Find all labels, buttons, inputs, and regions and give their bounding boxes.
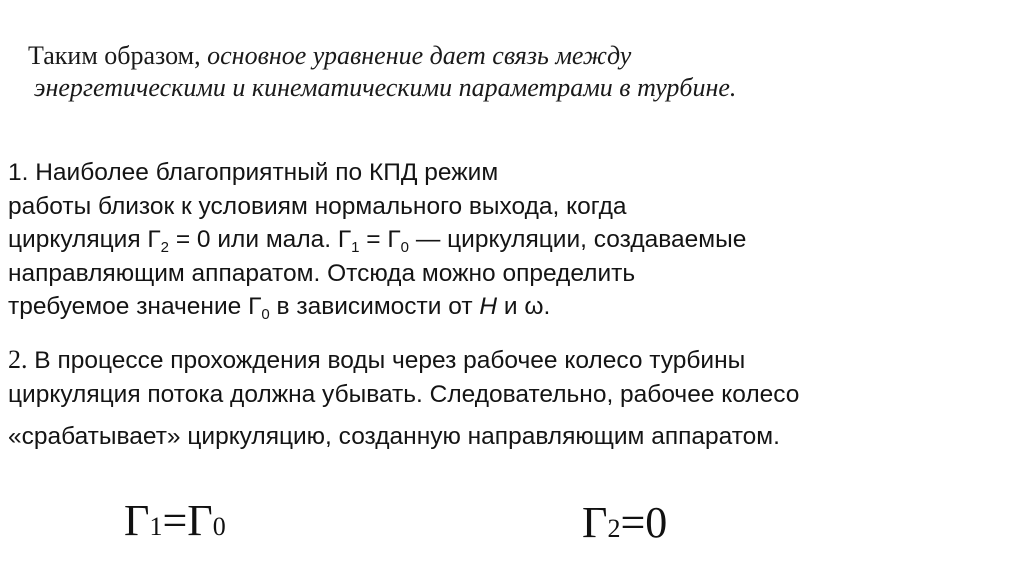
italic-symbol: Н <box>479 293 498 320</box>
subscript: 1 <box>351 239 360 256</box>
point-1-line3 <box>8 223 1018 257</box>
text-segment: В процессе прохождения воды через рабочее колесо турбины <box>27 347 746 374</box>
formula-gamma1-equals-gamma0 <box>124 496 226 552</box>
text-segment: — циркуляции, создаваемые <box>409 226 747 253</box>
intro-rest-line1: основное уравнение дает связь между <box>200 41 632 70</box>
formula-index: 2 <box>607 514 621 543</box>
point-1-line5 <box>8 290 1018 324</box>
subscript: 0 <box>261 306 270 323</box>
formula-symbol: =0 <box>620 498 668 547</box>
intro-paragraph <box>28 40 988 104</box>
text-segment: требуемое значение Г <box>8 293 262 320</box>
formula-index: 1 <box>149 512 163 541</box>
intro-lead: Таким образом, <box>28 41 201 70</box>
formula-gamma2-equals-zero <box>582 498 667 554</box>
subscript: 2 <box>160 239 170 256</box>
text-segment: и ω. <box>497 293 551 320</box>
point-2-line1 <box>8 343 1018 378</box>
formula-index: 0 <box>212 512 226 541</box>
point-2-number: 2. <box>8 345 28 374</box>
formula-symbol: Г <box>582 498 608 547</box>
text-segment: = 0 или мала. Г <box>169 226 352 253</box>
text-segment: в зависимости от <box>269 293 480 320</box>
formula-symbol: =Г <box>162 496 213 545</box>
point-1-line4: направляющим аппаратом. Отсюда можно определить <box>8 259 636 287</box>
point-1-line1: 1. Наиболее благоприятный по КПД режим <box>8 159 499 186</box>
point-2-line2: циркуляция потока должна убывать. Следовательно, рабочее колесо <box>8 380 800 408</box>
subscript: 0 <box>400 239 410 256</box>
point-2-line3: «срабатывает» циркуляцию, созданную направляющим аппаратом. <box>8 423 780 450</box>
point-2-paragraph <box>8 343 1018 454</box>
formula-symbol: Г <box>124 496 150 545</box>
text-segment: циркуляция Г <box>8 226 161 253</box>
intro-line2: энергетическими и кинематическими параметрами в турбине. <box>34 73 737 102</box>
text-segment: = Г <box>359 226 401 253</box>
point-1-paragraph <box>8 156 1018 324</box>
point-1-line2: работы близок к условиям нормального выхода, когда <box>8 192 627 220</box>
